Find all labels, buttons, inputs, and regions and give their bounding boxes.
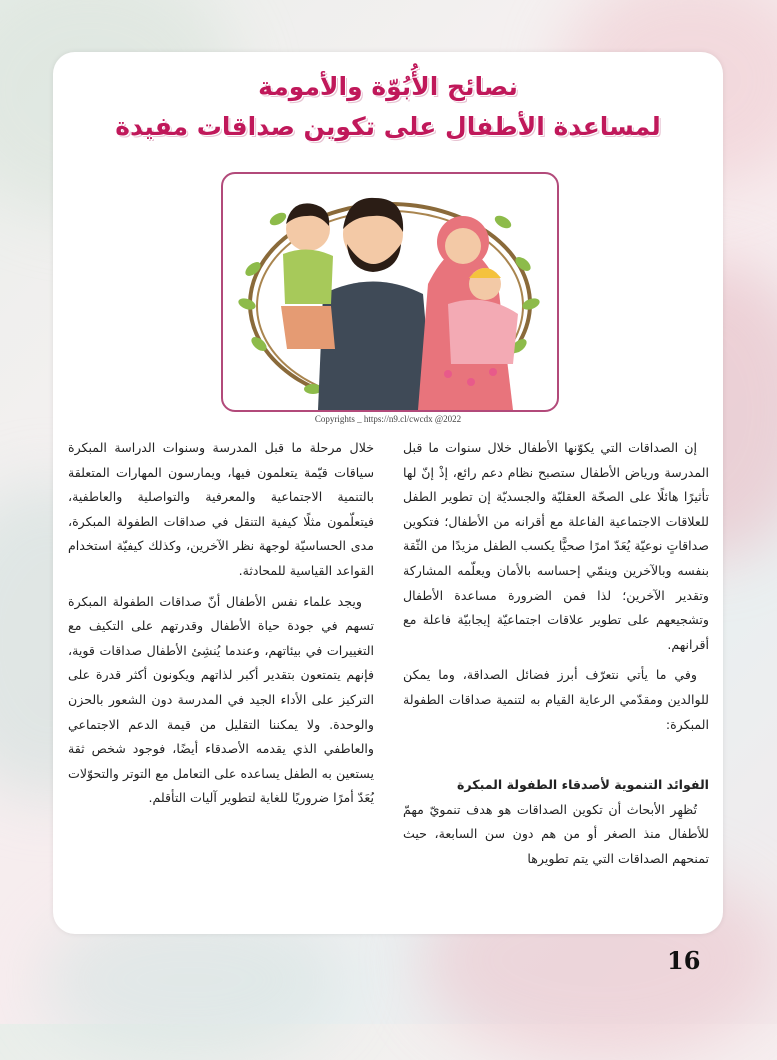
paragraph: تُظهِر الأبحاث أن تكوين الصداقات هو هدف تنمويّ مهمّ للأطفال منذ الصغر أو من هم دون سن السابعة، حيث تمنحهم الصداقات التي يتم تطويرها: [403, 801, 709, 866]
section-heading: الفوائد التنموية لأصدقاء الطفولة المبكرة: [457, 777, 709, 793]
image-copyright: Copyrights _ https://n9.cl/cwcdx @2022: [314, 414, 462, 424]
paragraph: وفي ما يأتي نتعرّف أبرز فضائل الصداقة، وما يمكن للوالدين ومقدّمي الرعاية القيام به لتنمية صداقات الطفولة المبكرة:: [403, 667, 709, 732]
paragraph: إن الصداقات التي يكوّنها الأطفال خلال سنوات ما قبل المدرسة ورياض الأطفال ستصبح نظام دعم رائع، إذْ إنّ لها تأثيرًا هائلًا على الصحّة العقليّة والجسديّة إن تطوير الطفل للعلاقات الاجتماعية الفاعلة مع أقرانه من الأطفال؛ فتكوين صداقاتٍ نوعيّة يُعَدّ امرًا صحيًّا يكسب الطفل مزيدًا من الثّقة بنفسه وبالآخرين وينمّي إحساسه بالأمان ويعلّمه المشاركة وتقدير الآخرين؛ لذا فمن الضرورة مساعدة الأطفال وتشجيعهم على تطوير علاقات اجتماعيّة إيجابيّة فاعلة مع أقرانهم.: [403, 440, 709, 652]
left-column: [68, 436, 374, 811]
right-column: [403, 436, 709, 872]
paragraph: ويجد علماء نفس الأطفال أنّ صداقات الطفولة المبكرة تسهم في جودة حياة الأطفال وقدرتهم على التكيف مع التغييرات في بيئاتهم، وعندما يُنشِئ الأطفال صداقات قوية، فإنهم يتمتعون بتقدير أكبر لذاتهم ويكونون أكثر قدرة على التركيز على الأداء الجيد في المدرسة دون الشعور بالحزن والوحدة. ولا يمكننا التقليل من قيمة الدعم الاجتماعي والعاطفي الذي يقدمه الأصدقاء أيضًا، فوجود شخص ثقة يستعين به الطفل يساعده على التعامل مع التوتر والتحوّلات يُعَدّ أمرًا ضروريًا للغاية لتطوير آليات التأقلم.: [68, 593, 374, 806]
content-card: [53, 52, 723, 934]
family-illustration-art: [223, 174, 557, 410]
page-number: 16: [667, 946, 701, 975]
page-subtitle: لمساعدة الأطفال على تكوين صداقات مفيدة: [115, 112, 661, 141]
paragraph: خلال مرحلة ما قبل المدرسة وسنوات الدراسة المبكرة سياقات قيّمة يتعلمون فيها، ويمارسون المهارات المتعلقة بالتنمية الاجتماعية والمعرفية والتواصلية والعاطفية، فيتعلّمون مثلًا كيفية التنقل في صداقات الطفولة المبكرة، مدى الحساسيّة لوجهة نظر الآخرين، وكذلك كيفيّة استخدام القواعد القياسية للمحادثة.: [68, 440, 374, 578]
page-title: نصائح الأُبُوّة والأمومة: [258, 72, 518, 101]
family-illustration: [221, 172, 559, 412]
